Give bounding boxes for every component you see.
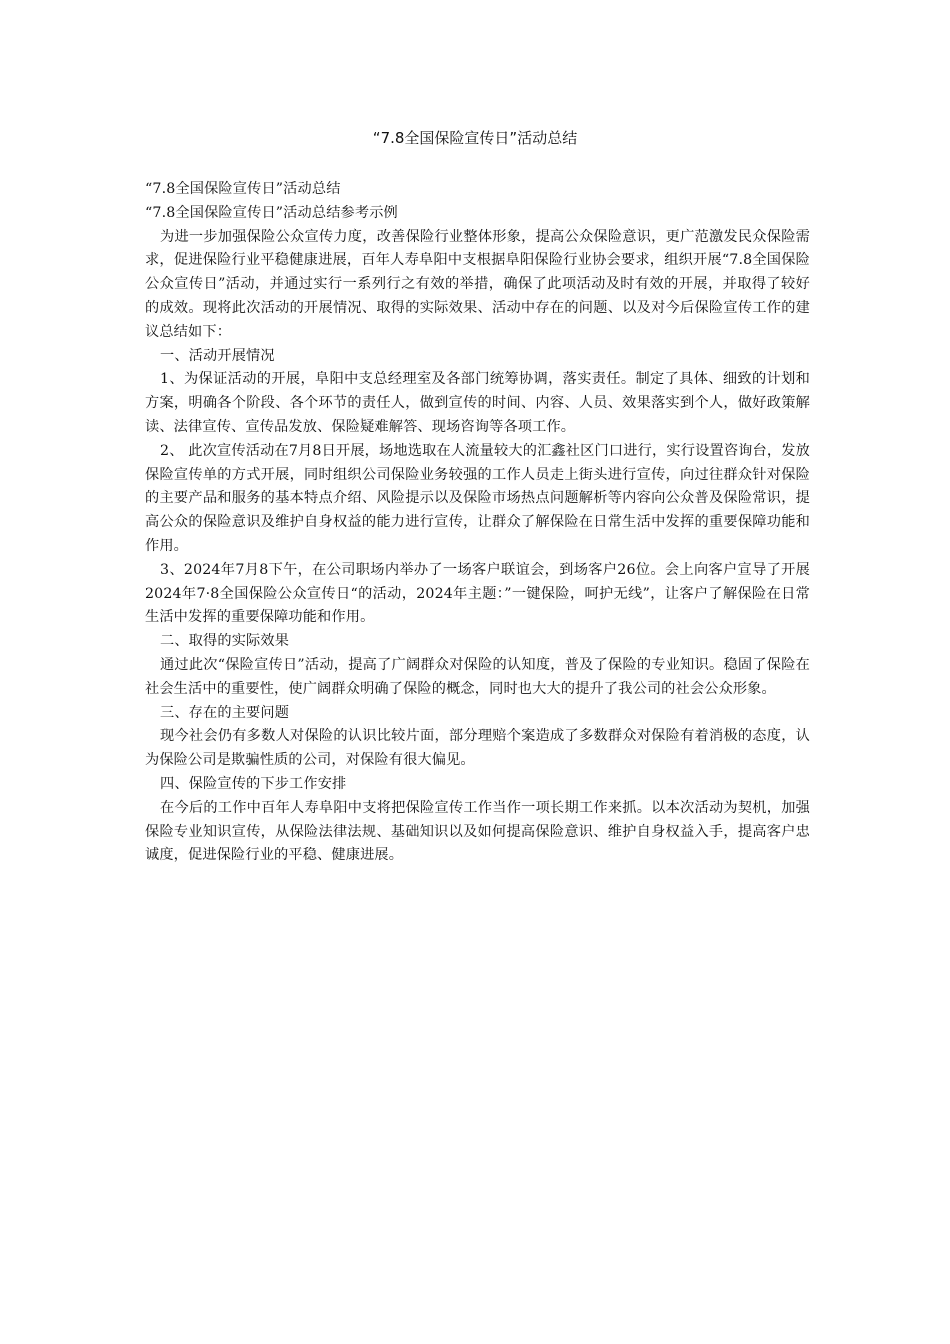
section-heading-2: 二、取得的实际效果 [160, 633, 290, 650]
paragraph-item-2: 2、 此次宣传活动在7月8日开展，场地选取在人流量较大的汇鑫社区门口进行，实行设置咨询台，发放保险宣传单的方式开展，同时组织公司保险业务较强的工作人员走上街头进行宣传，向过往群众针对保险的主要产品和服务的基本特点介绍、风险提示以及保险市场热点问题解析等内容向公众普及保险常识，提高公众的保险意识及维护自身权益的能力进行宣传，让群众了解保险在日常生活中发挥的重要保障功能和作用。 [145, 442, 810, 554]
section-heading-4: 四、保险宣传的下步工作安排 [160, 775, 347, 792]
paragraph-intro: 为进一步加强保险公众宣传力度，改善保险行业整体形象，提高公众保险意识，更广范激发民众保险需求，促进保险行业平稳健康进展，百年人寿阜阳中支根据阜阳保险行业协会要求，组织开展“7.8全国保险公众宣传日”活动，并通过实行一系列行之有效的举措，确保了此项活动及时有效的开展，并取得了较好的成效。现将此次活动的开展情况、取得的实际效果、活动中存在的问题、以及对今后保险宣传工作的建议总结如下： [145, 228, 810, 340]
section-heading-3: 三、存在的主要问题 [160, 704, 290, 721]
paragraph-next-steps: 在今后的工作中百年人寿阜阳中支将把保险宣传工作当作一项长期工作来抓。以本次活动为契机，加强保险专业知识宣传，从保险法律法规、基础知识以及如何提高保险意识、维护自身权益入手，提高客户忠诚度，促进保险行业的平稳、健康进展。 [145, 799, 810, 864]
section-heading-1: 一、活动开展情况 [160, 347, 275, 364]
paragraph-heading-1: “7.8全国保险宣传日”活动总结 [145, 181, 341, 197]
paragraph-heading-2: “7.8全国保险宣传日”活动总结参考示例 [145, 204, 398, 221]
document-body [145, 178, 810, 868]
paragraph-item-1: 1、为保证活动的开展，阜阳中支总经理室及各部门统筹协调，落实责任。制定了具体、细致的计划和方案，明确各个阶段、各个环节的责任人，做到宣传的时间、内容、人员、效果落实到个人，做好政策解读、法律宣传、宣传品发放、保险疑难解答、现场咨询等各项工作。 [145, 371, 810, 435]
document-title: “7.8全国保险宣传日”活动总结 [372, 129, 578, 147]
paragraph-item-3: 3、2024年7月8下午，在公司职场内举办了一场客户联谊会，到场客户26位。会上向客户宣导了开展2024年7·8全国保险公众宣传日“的活动，2024年主题：”一键保险，呵护无线”，让客户了解保险在日常生活中发挥的重要保障功能和作用。 [145, 561, 810, 626]
paragraph-problems: 现今社会仍有多数人对保险的认识比较片面，部分理赔个案造成了多数群众对保险有着消极的态度，认为保险公司是欺骗性质的公司，对保险有很大偏见。 [145, 728, 810, 769]
paragraph-effects: 通过此次“保险宣传日”活动，提高了广阔群众对保险的认知度，普及了保险的专业知识。稳固了保险在社会生活中的重要性，使广阔群众明确了保险的概念，同时也大大的提升了我公司的社会公众形象。 [145, 656, 810, 697]
